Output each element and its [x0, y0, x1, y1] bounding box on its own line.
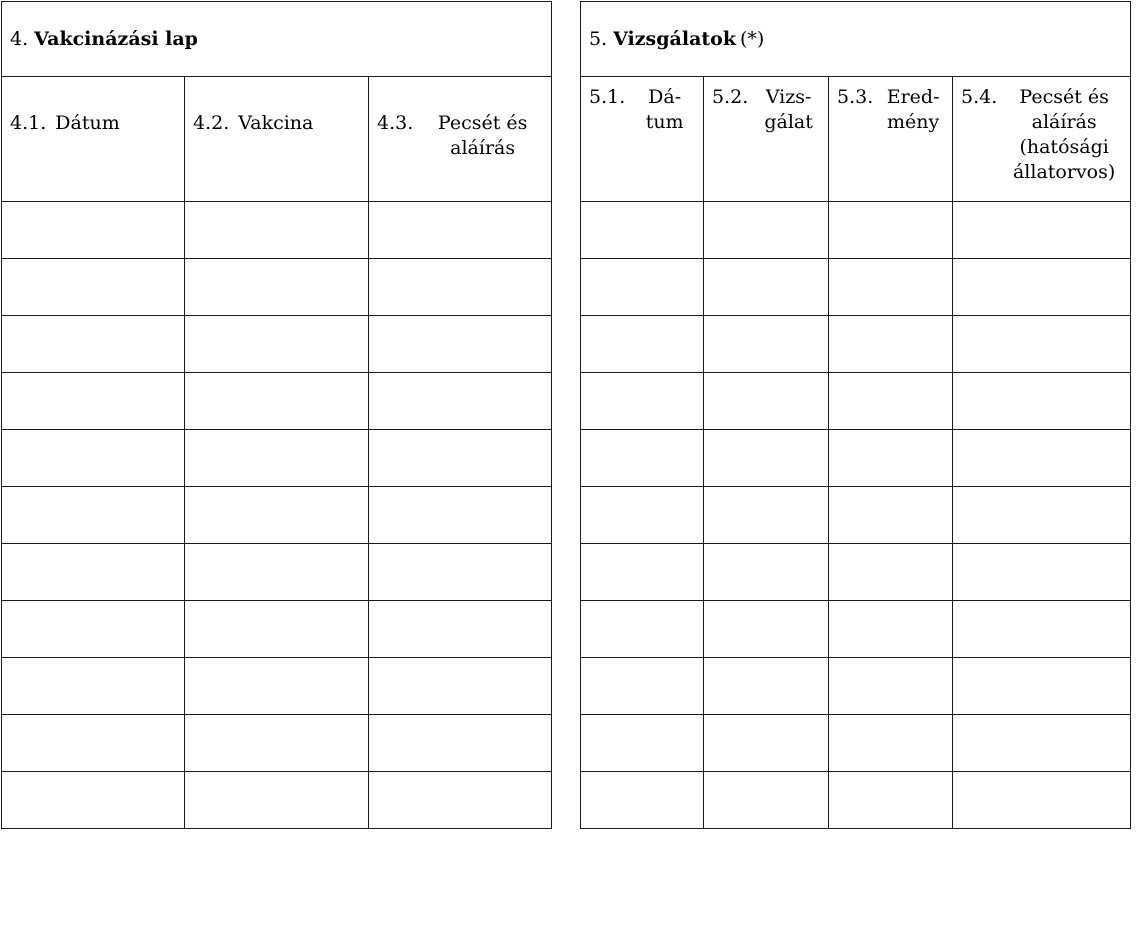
- table-row: [581, 487, 1131, 544]
- date-cell[interactable]: [2, 601, 185, 658]
- vaccine-cell[interactable]: [185, 544, 369, 601]
- date-cell[interactable]: [581, 373, 704, 430]
- vaccine-cell[interactable]: [185, 772, 369, 829]
- stamp-signature-cell[interactable]: [369, 373, 552, 430]
- date-cell[interactable]: [581, 316, 704, 373]
- table-row: [581, 715, 1131, 772]
- vaccine-cell[interactable]: [185, 601, 369, 658]
- date-cell[interactable]: [2, 487, 185, 544]
- column-header-vaccine: [185, 77, 369, 202]
- stamp-signature-cell[interactable]: [953, 544, 1131, 601]
- table-row: [2, 544, 552, 601]
- stamp-signature-cell[interactable]: [953, 658, 1131, 715]
- table-row: [581, 430, 1131, 487]
- stamp-signature-cell[interactable]: [953, 601, 1131, 658]
- date-cell[interactable]: [581, 601, 704, 658]
- stamp-signature-cell[interactable]: [953, 373, 1131, 430]
- date-cell[interactable]: [2, 259, 185, 316]
- date-cell[interactable]: [2, 373, 185, 430]
- column-label: Dátum: [55, 112, 120, 134]
- table-row: [2, 487, 552, 544]
- stamp-signature-cell[interactable]: [953, 772, 1131, 829]
- table-row: [2, 259, 552, 316]
- column-header-date: [581, 77, 704, 202]
- section-number: 5.: [589, 27, 608, 50]
- stamp-signature-cell[interactable]: [953, 430, 1131, 487]
- result-cell[interactable]: [829, 373, 953, 430]
- table-row: [2, 373, 552, 430]
- table-row: [2, 601, 552, 658]
- stamp-signature-cell[interactable]: [369, 772, 552, 829]
- vaccine-cell[interactable]: [185, 430, 369, 487]
- stamp-signature-cell[interactable]: [369, 658, 552, 715]
- date-cell[interactable]: [2, 316, 185, 373]
- vaccination-title-cell: [2, 2, 552, 77]
- table-row: [581, 772, 1131, 829]
- column-header-stamp-signature: [369, 77, 552, 202]
- date-cell[interactable]: [2, 772, 185, 829]
- date-cell[interactable]: [2, 715, 185, 772]
- examination-cell[interactable]: [704, 658, 829, 715]
- date-cell[interactable]: [2, 430, 185, 487]
- date-cell[interactable]: [581, 487, 704, 544]
- section-title: Vakcinázási lap: [34, 27, 198, 50]
- examination-cell[interactable]: [704, 601, 829, 658]
- column-label: Pecsét és aláírás: [437, 112, 528, 159]
- table-row: [2, 658, 552, 715]
- table-row: [2, 715, 552, 772]
- table-row: [581, 202, 1131, 259]
- examination-cell[interactable]: [704, 373, 829, 430]
- footnote-marker: (*): [740, 27, 765, 50]
- stamp-signature-cell[interactable]: [953, 259, 1131, 316]
- date-cell[interactable]: [581, 202, 704, 259]
- examinations-title-cell: [581, 2, 1131, 77]
- stamp-signature-cell[interactable]: [369, 430, 552, 487]
- stamp-signature-cell[interactable]: [953, 202, 1131, 259]
- column-label: Pecsét és aláírás (hatósági állatorvos): [1012, 86, 1116, 183]
- vaccine-cell[interactable]: [185, 316, 369, 373]
- result-cell[interactable]: [829, 544, 953, 601]
- date-cell[interactable]: [581, 544, 704, 601]
- vaccine-cell[interactable]: [185, 202, 369, 259]
- result-cell[interactable]: [829, 772, 953, 829]
- stamp-signature-cell[interactable]: [369, 715, 552, 772]
- date-cell[interactable]: [581, 715, 704, 772]
- table-row: [2, 202, 552, 259]
- table-row: [581, 259, 1131, 316]
- examination-cell[interactable]: [704, 316, 829, 373]
- examination-cell[interactable]: [704, 544, 829, 601]
- vaccine-cell[interactable]: [185, 373, 369, 430]
- examination-cell[interactable]: [704, 772, 829, 829]
- table-row: [581, 601, 1131, 658]
- column-number: 5.3.: [837, 86, 874, 108]
- examinations-table: [580, 1, 1131, 829]
- result-cell[interactable]: [829, 202, 953, 259]
- stamp-signature-cell[interactable]: [369, 202, 552, 259]
- examination-cell[interactable]: [704, 259, 829, 316]
- result-cell[interactable]: [829, 316, 953, 373]
- stamp-signature-cell[interactable]: [953, 487, 1131, 544]
- table-row: [581, 316, 1131, 373]
- section-number: 4.: [10, 27, 29, 50]
- vaccine-cell[interactable]: [185, 658, 369, 715]
- stamp-signature-cell[interactable]: [953, 715, 1131, 772]
- table-row: [2, 430, 552, 487]
- column-number: 5.2.: [712, 86, 749, 108]
- stamp-signature-cell[interactable]: [369, 601, 552, 658]
- column-number: 4.2.: [193, 112, 230, 134]
- result-cell[interactable]: [829, 430, 953, 487]
- column-number: 4.3.: [377, 112, 414, 134]
- vaccine-cell[interactable]: [185, 259, 369, 316]
- result-cell[interactable]: [829, 487, 953, 544]
- date-cell[interactable]: [581, 772, 704, 829]
- column-number: 5.4.: [961, 86, 998, 108]
- stamp-signature-cell[interactable]: [953, 316, 1131, 373]
- vaccination-table: [1, 1, 552, 829]
- column-header-stamp-signature: [953, 77, 1131, 202]
- date-cell[interactable]: [2, 658, 185, 715]
- table-row: [2, 316, 552, 373]
- column-number: 5.1.: [589, 86, 626, 108]
- date-cell[interactable]: [581, 430, 704, 487]
- column-label: Vakcina: [238, 112, 314, 134]
- result-cell[interactable]: [829, 658, 953, 715]
- date-cell[interactable]: [581, 259, 704, 316]
- section-title: Vizsgálatok: [613, 27, 736, 50]
- examination-cell[interactable]: [704, 715, 829, 772]
- date-cell[interactable]: [2, 202, 185, 259]
- column-label: Dá- tum: [645, 86, 684, 133]
- column-header-result: [829, 77, 953, 202]
- column-number: 4.1.: [10, 112, 47, 134]
- date-cell[interactable]: [2, 544, 185, 601]
- column-header-examination: [704, 77, 829, 202]
- examination-cell[interactable]: [704, 202, 829, 259]
- vaccine-cell[interactable]: [185, 487, 369, 544]
- table-row: [581, 544, 1131, 601]
- column-header-date: [2, 77, 185, 202]
- date-cell[interactable]: [581, 658, 704, 715]
- stamp-signature-cell[interactable]: [369, 316, 552, 373]
- table-row: [2, 772, 552, 829]
- stamp-signature-cell[interactable]: [369, 259, 552, 316]
- table-row: [581, 373, 1131, 430]
- column-label: Ered- mény: [886, 86, 940, 133]
- result-cell[interactable]: [829, 715, 953, 772]
- column-label: Vizs- gálat: [764, 86, 813, 133]
- vaccine-cell[interactable]: [185, 715, 369, 772]
- result-cell[interactable]: [829, 601, 953, 658]
- result-cell[interactable]: [829, 259, 953, 316]
- table-row: [581, 658, 1131, 715]
- examination-cell[interactable]: [704, 487, 829, 544]
- examination-cell[interactable]: [704, 430, 829, 487]
- stamp-signature-cell[interactable]: [369, 544, 552, 601]
- stamp-signature-cell[interactable]: [369, 487, 552, 544]
